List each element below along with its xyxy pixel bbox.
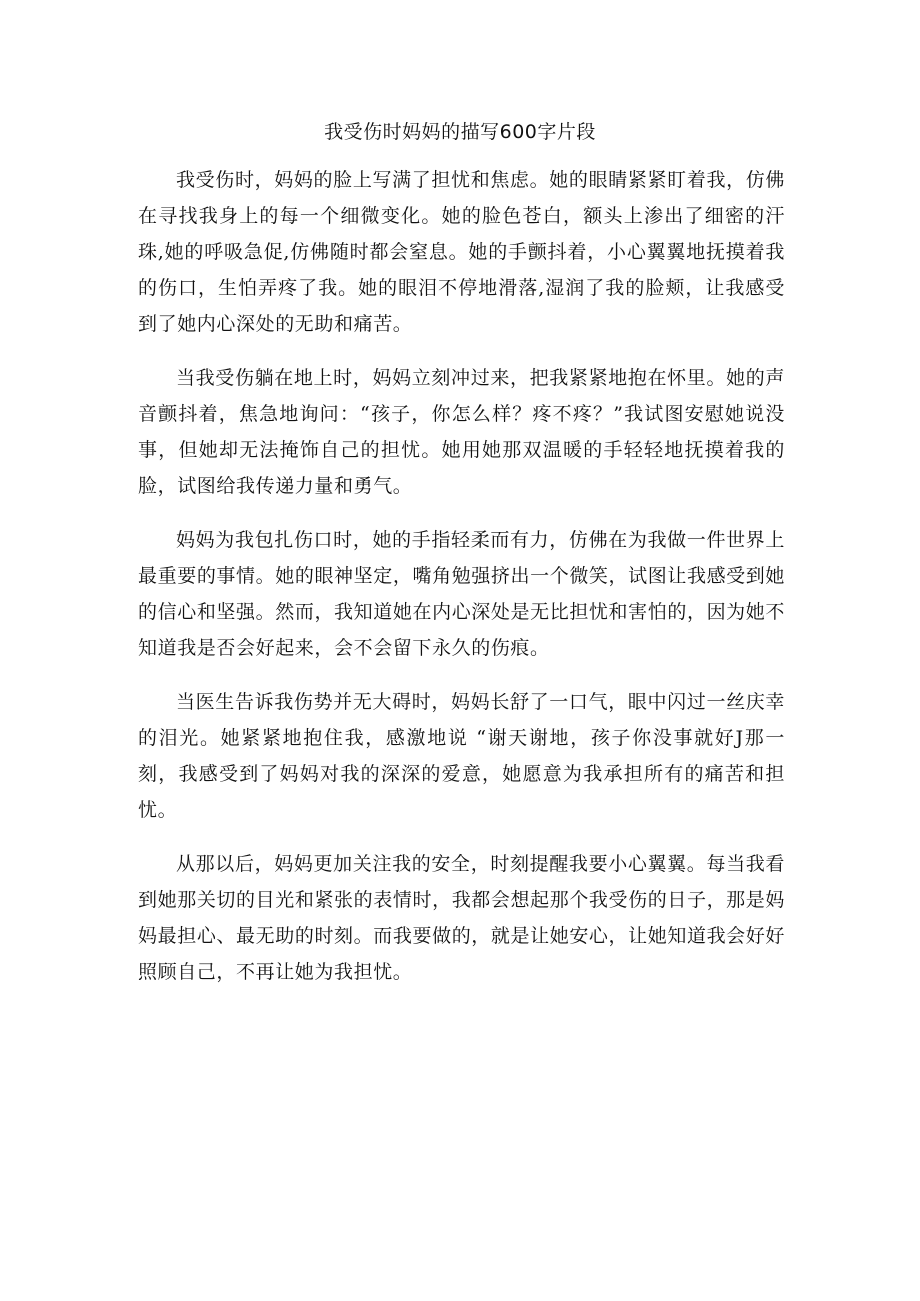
paragraph: 我受伤时，妈妈的脸上写满了担忧和焦虑。她的眼睛紧紧盯着我，仿佛在寻找我身上的每一个细微变化。她的脸色苍白，额头上渗出了细密的汗珠,她的呼吸急促,仿佛随时都会窒息。她的手颤抖着，小心翼翼地抚摸着我的伤口，生怕弄疼了我。她的眼泪不停地滑落,湿润了我的脸颊，让我感受到了她内心深处的无助和痛苦。 [138, 169, 785, 335]
paragraph: 当我受伤躺在地上时，妈妈立刻冲过来，把我紧紧地抱在怀里。她的声音颤抖着，焦急地询问：“孩子，你怎么样？疼不疼？”我试图安慰她说没事，但她却无法掩饰自己的担忧。她用她那双温暖的手轻轻地抚摸着我的脸，试图给我传递力量和勇气。 [138, 367, 785, 497]
paragraph: 妈妈为我包扎伤口时，她的手指轻柔而有力，仿佛在为我做一件世界上最重要的事情。她的眼神坚定，嘴角勉强挤出一个微笑，试图让我感受到她的信心和坚强。然而，我知道她在内心深处是无比担忧和害怕的，因为她不知道我是否会好起来，会不会留下永久的伤痕。 [138, 529, 785, 659]
document-title: 我受伤时妈妈的描写600字片段 [324, 121, 596, 143]
paragraph: 从那以后，妈妈更加关注我的安全，时刻提醒我要小心翼翼。每当我看到她那关切的目光和紧张的表情时，我都会想起那个我受伤的日子，那是妈妈最担心、最无助的时刻。而我要做的，就是让她安心，让她知道我会好好照顾自己，不再让她为我担忧。 [138, 853, 785, 983]
paragraph: 当医生告诉我伤势并无大碍时，妈妈长舒了一口气，眼中闪过一丝庆幸的泪光。她紧紧地抱住我，感激地说 “谢天谢地，孩子你没事就好J那一刻，我感受到了妈妈对我的深深的爱意，她愿意为我承担所有的痛苦和担忧。 [138, 691, 785, 821]
document-body [138, 162, 785, 1008]
